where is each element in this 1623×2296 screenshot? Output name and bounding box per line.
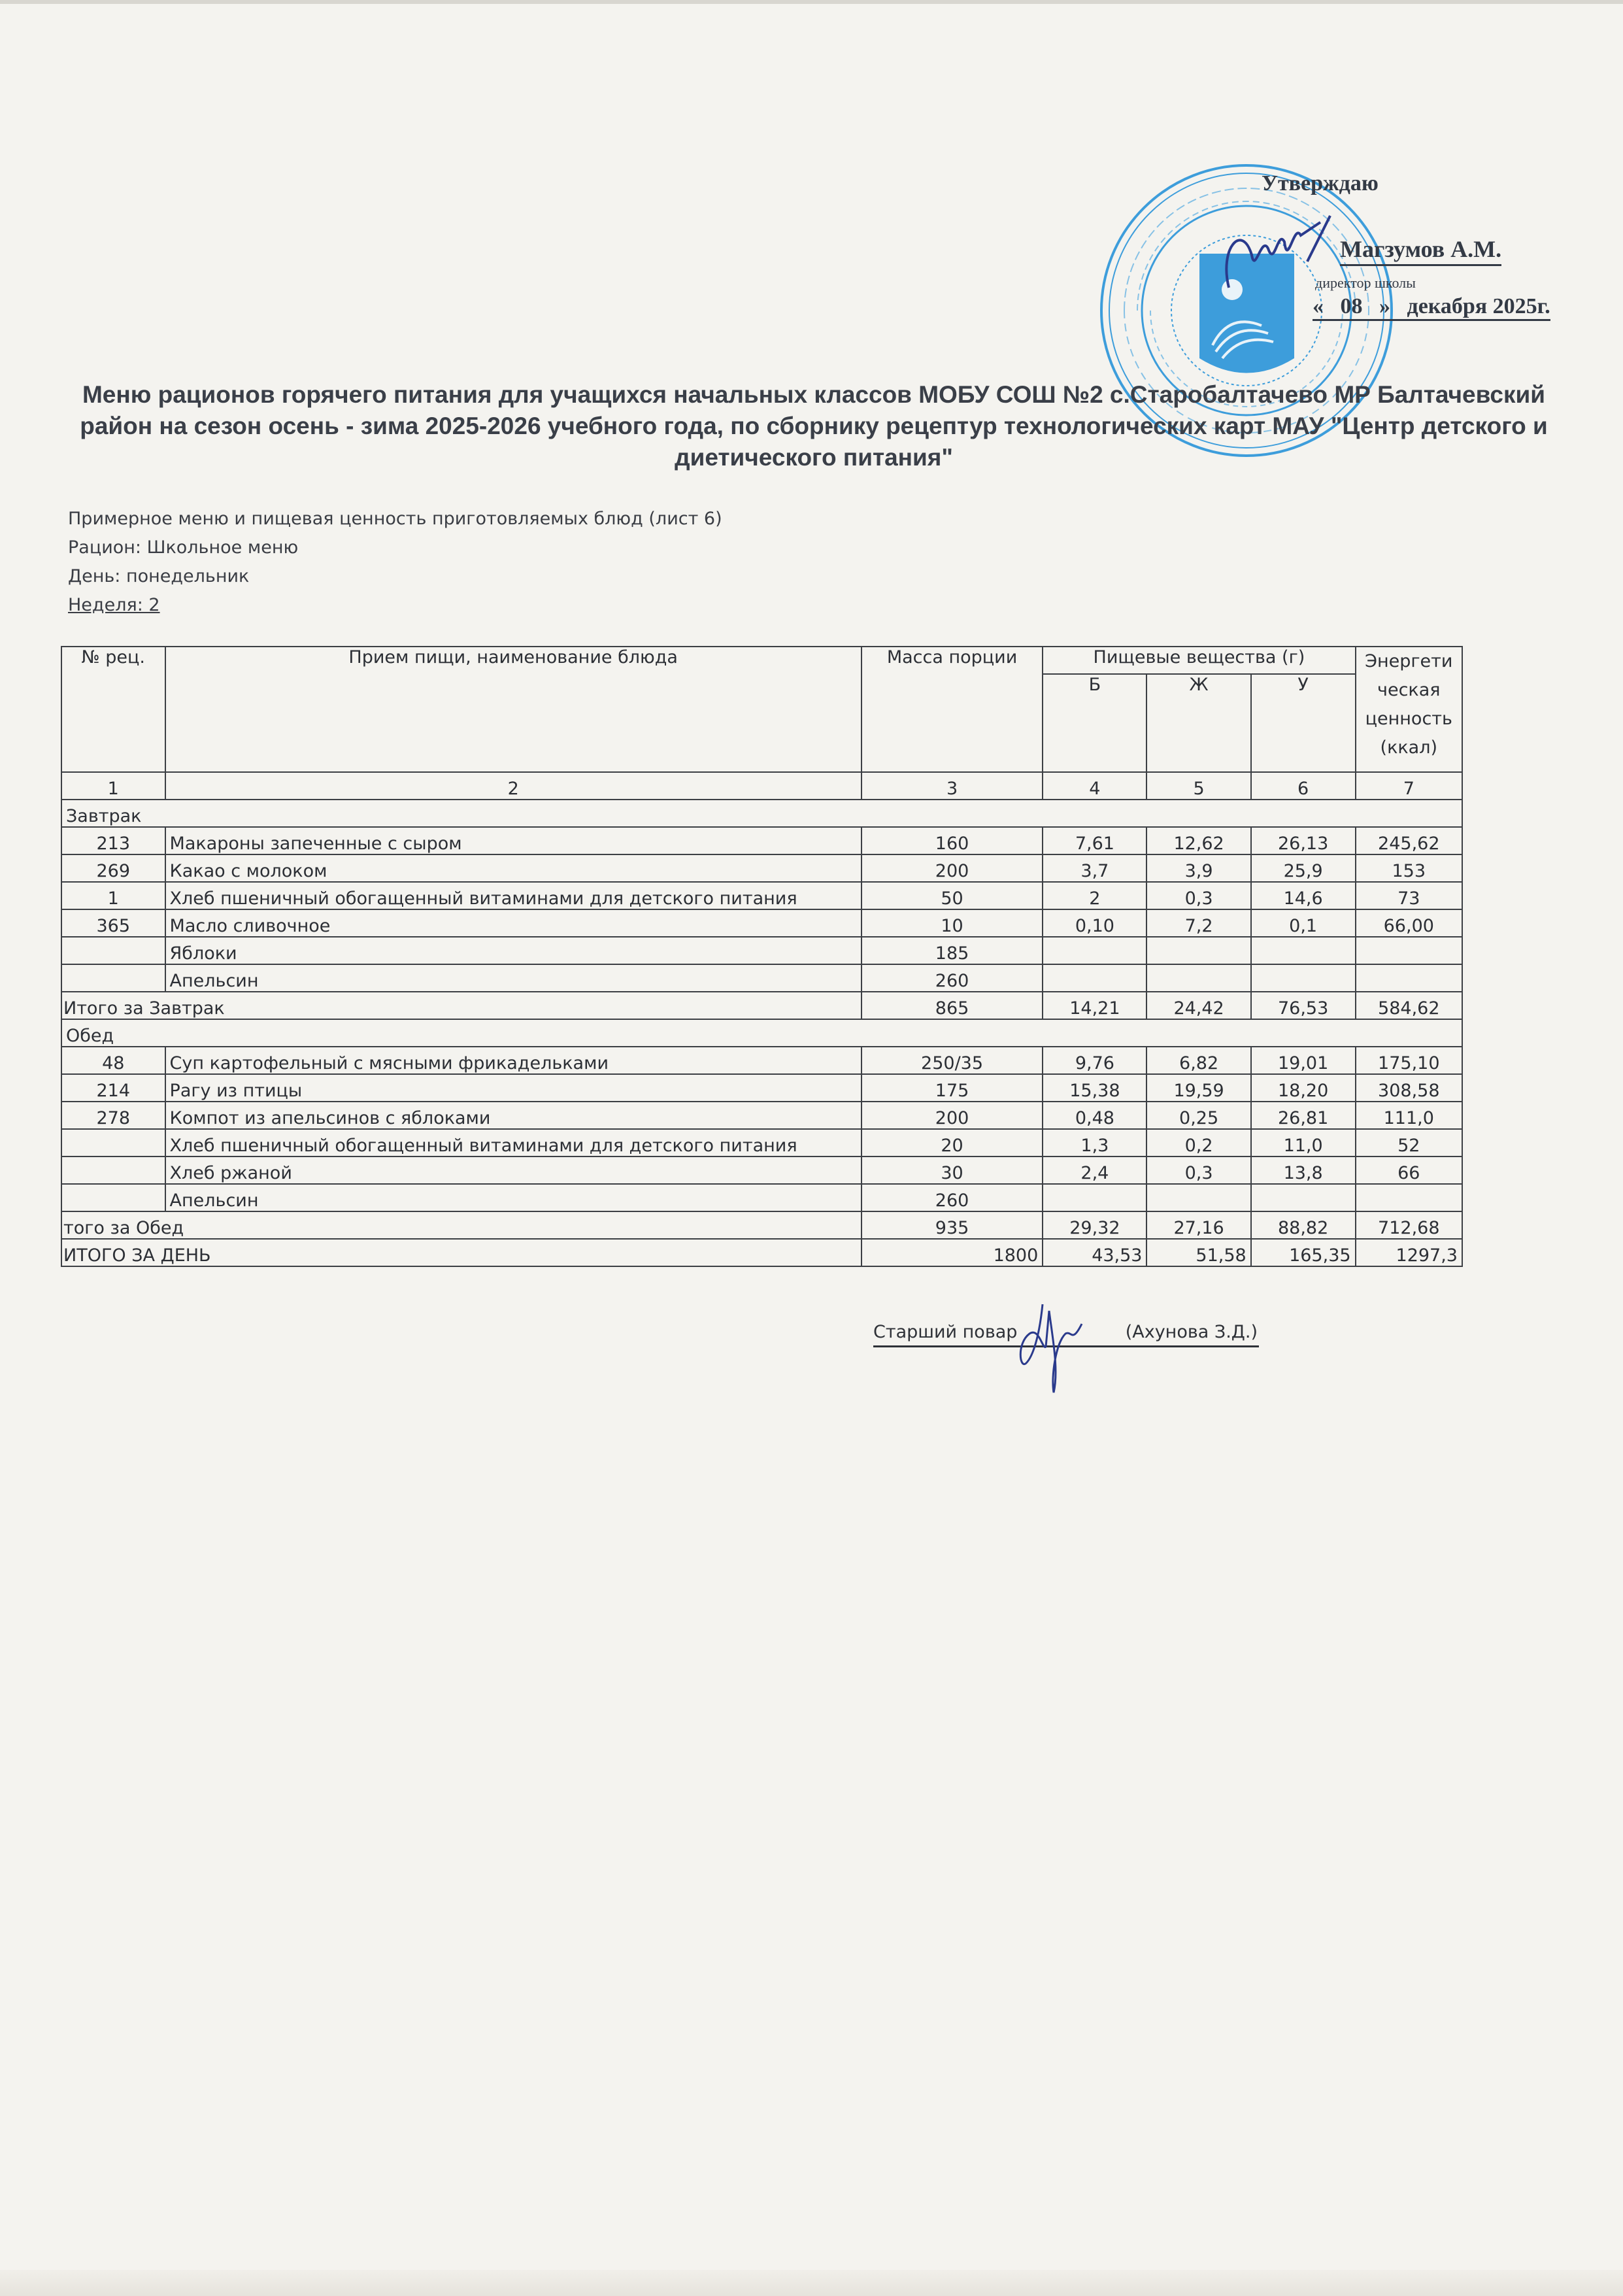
dish-name: Суп картофельный с мясными фрикадельками [165,1047,862,1074]
energy-value: 66,00 [1356,909,1462,937]
carbs-value [1251,937,1356,964]
header-energy-line: ценность [1365,709,1452,729]
portion-mass: 260 [862,964,1043,992]
recipe-number: 214 [61,1074,165,1102]
fat-value [1146,964,1250,992]
lunch-total-row [61,1211,1462,1239]
total-fat: 24,42 [1146,992,1250,1019]
dish-name: Макароны запеченные с сыром [165,827,862,854]
recipe-number: 213 [61,827,165,854]
header-nutrients: Пищевые вещества (г) [1043,647,1355,674]
header-fat: Ж [1146,674,1250,772]
menu-table [61,646,1463,1267]
recipe-number [61,1156,165,1184]
table-row [61,964,1462,992]
portion-mass: 185 [862,937,1043,964]
day-total-mass: 1800 [862,1239,1043,1266]
header-protein: Б [1043,674,1146,772]
energy-value: 73 [1356,882,1462,909]
header-carbs: У [1251,674,1356,772]
protein-value: 2,4 [1043,1156,1146,1184]
carbs-value: 13,8 [1251,1156,1356,1184]
header-recipe-number: № рец. [61,647,165,772]
dish-name: Яблоки [165,937,862,964]
portion-mass: 50 [862,882,1043,909]
column-index: 5 [1146,772,1250,800]
meta-day: День: понедельник [68,566,250,586]
fat-value: 3,9 [1146,854,1250,882]
meta-ration: Рацион: Школьное меню [68,537,299,558]
energy-value: 111,0 [1356,1102,1462,1129]
recipe-number: 1 [61,882,165,909]
portion-mass: 10 [862,909,1043,937]
breakfast-total-row [61,992,1462,1019]
total-label: того за Обед [61,1211,862,1239]
protein-value: 7,61 [1043,827,1146,854]
table-row [61,1047,1462,1074]
energy-value: 175,10 [1356,1047,1462,1074]
header-portion-mass: Масса порции [862,647,1043,772]
total-energy: 584,62 [1356,992,1462,1019]
portion-mass: 175 [862,1074,1043,1102]
carbs-value: 26,13 [1251,827,1356,854]
table-row [61,1129,1462,1156]
table-row [61,827,1462,854]
dish-name: Компот из апельсинов с яблоками [165,1102,862,1129]
protein-value [1043,937,1146,964]
fat-value: 0,3 [1146,1156,1250,1184]
fat-value: 0,2 [1146,1129,1250,1156]
carbs-value: 19,01 [1251,1047,1356,1074]
energy-value [1356,964,1462,992]
carbs-value: 0,1 [1251,909,1356,937]
total-carbs: 88,82 [1251,1211,1356,1239]
approval-date: « 08 » декабря 2025г. [1313,294,1550,321]
section-label: Завтрак [61,800,1462,827]
director-signature-icon [1216,209,1340,307]
director-role: директор школы [1315,275,1416,291]
column-index-row [61,772,1462,800]
day-total-row [61,1239,1462,1266]
day-total-energy: 1297,3 [1356,1239,1462,1266]
fat-value: 19,59 [1146,1074,1250,1102]
section-lunch-row [61,1019,1462,1047]
meta-week: Неделя: 2 [68,595,160,615]
dish-name: Рагу из птицы [165,1074,862,1102]
day-total-carbs: 165,35 [1251,1239,1356,1266]
protein-value: 2 [1043,882,1146,909]
section-breakfast-row [61,800,1462,827]
protein-value [1043,964,1146,992]
column-index: 3 [862,772,1043,800]
energy-value [1356,937,1462,964]
table-row [61,937,1462,964]
protein-value: 3,7 [1043,854,1146,882]
header-energy-line: Энергети [1365,651,1453,671]
dish-name: Какао с молоком [165,854,862,882]
total-label: Итого за Завтрак [61,992,862,1019]
meta-sheet-line: Примерное меню и пищевая ценность приготовляемых блюд (лист 6) [68,509,722,529]
recipe-number: 365 [61,909,165,937]
portion-mass: 200 [862,1102,1043,1129]
page-edge [0,2270,1623,2296]
total-protein: 29,32 [1043,1211,1146,1239]
energy-value: 66 [1356,1156,1462,1184]
dish-name: Масло сливочное [165,909,862,937]
portion-mass: 160 [862,827,1043,854]
energy-value: 308,58 [1356,1074,1462,1102]
menu-meta [68,505,722,620]
table-row [61,1184,1462,1211]
energy-value [1356,1184,1462,1211]
energy-value: 245,62 [1356,827,1462,854]
carbs-value: 25,9 [1251,854,1356,882]
protein-value: 0,48 [1043,1102,1146,1129]
table-header-row [61,647,1462,674]
dish-name: Хлеб ржаной [165,1156,862,1184]
table-row [61,1156,1462,1184]
page-edge [0,0,1623,4]
section-label: Обед [61,1019,1462,1047]
protein-value [1043,1184,1146,1211]
dish-name: Хлеб пшеничный обогащенный витаминами для детского питания [165,1129,862,1156]
cook-name: (Ахунова З.Д.) [1125,1322,1258,1342]
fat-value: 12,62 [1146,827,1250,854]
column-index: 7 [1356,772,1462,800]
recipe-number [61,964,165,992]
fat-value: 7,2 [1146,909,1250,937]
header-energy-value [1356,647,1462,772]
total-mass: 935 [862,1211,1043,1239]
energy-value: 52 [1356,1129,1462,1156]
fat-value [1146,937,1250,964]
protein-value: 1,3 [1043,1129,1146,1156]
carbs-value: 18,20 [1251,1074,1356,1102]
portion-mass: 260 [862,1184,1043,1211]
dish-name: Апельсин [165,964,862,992]
fat-value: 0,25 [1146,1102,1250,1129]
recipe-number: 278 [61,1102,165,1129]
recipe-number [61,937,165,964]
total-protein: 14,21 [1043,992,1146,1019]
header-energy-line: ческая [1377,680,1441,700]
director-name: Магзумов А.М. [1340,235,1501,266]
protein-value: 15,38 [1043,1074,1146,1102]
day-total-label: ИТОГО ЗА ДЕНЬ [61,1239,862,1266]
table-row [61,1102,1462,1129]
table-row [61,1074,1462,1102]
total-energy: 712,68 [1356,1211,1462,1239]
column-index: 1 [61,772,165,800]
day-total-protein: 43,53 [1043,1239,1146,1266]
protein-value: 9,76 [1043,1047,1146,1074]
table-row [61,854,1462,882]
column-index: 6 [1251,772,1356,800]
day-total-fat: 51,58 [1146,1239,1250,1266]
carbs-value: 26,81 [1251,1102,1356,1129]
table-row [61,882,1462,909]
portion-mass: 200 [862,854,1043,882]
recipe-number: 269 [61,854,165,882]
protein-value: 0,10 [1043,909,1146,937]
dish-name: Апельсин [165,1184,862,1211]
portion-mass: 30 [862,1156,1043,1184]
table-row [61,909,1462,937]
fat-value: 6,82 [1146,1047,1250,1074]
header-dish-name: Прием пищи, наименование блюда [165,647,862,772]
carbs-value: 11,0 [1251,1129,1356,1156]
recipe-number [61,1129,165,1156]
fat-value [1146,1184,1250,1211]
cook-signature-icon [1007,1298,1105,1396]
total-fat: 27,16 [1146,1211,1250,1239]
fat-value: 0,3 [1146,882,1250,909]
recipe-number: 48 [61,1047,165,1074]
portion-mass: 250/35 [862,1047,1043,1074]
total-mass: 865 [862,992,1043,1019]
column-index: 4 [1043,772,1146,800]
column-index: 2 [165,772,862,800]
document-title: Меню рационов горячего питания для учащихся начальных классов МОБУ СОШ №2 с.Старобалтачево МР Балтачевский район на сезон осень - зима 2025-2026 учебного года, по сборнику рецептур технологических карт МАУ "Центр детского и диетического питания" [80,381,1548,471]
approval-title: Утверждаю [1262,171,1379,195]
recipe-number [61,1184,165,1211]
header-energy-line: (ккал) [1380,737,1438,758]
energy-value: 153 [1356,854,1462,882]
carbs-value: 14,6 [1251,882,1356,909]
dish-name: Хлеб пшеничный обогащенный витаминами для детского питания [165,882,862,909]
portion-mass: 20 [862,1129,1043,1156]
carbs-value [1251,964,1356,992]
cook-role: Старший повар [873,1322,1018,1342]
carbs-value [1251,1184,1356,1211]
total-carbs: 76,53 [1251,992,1356,1019]
